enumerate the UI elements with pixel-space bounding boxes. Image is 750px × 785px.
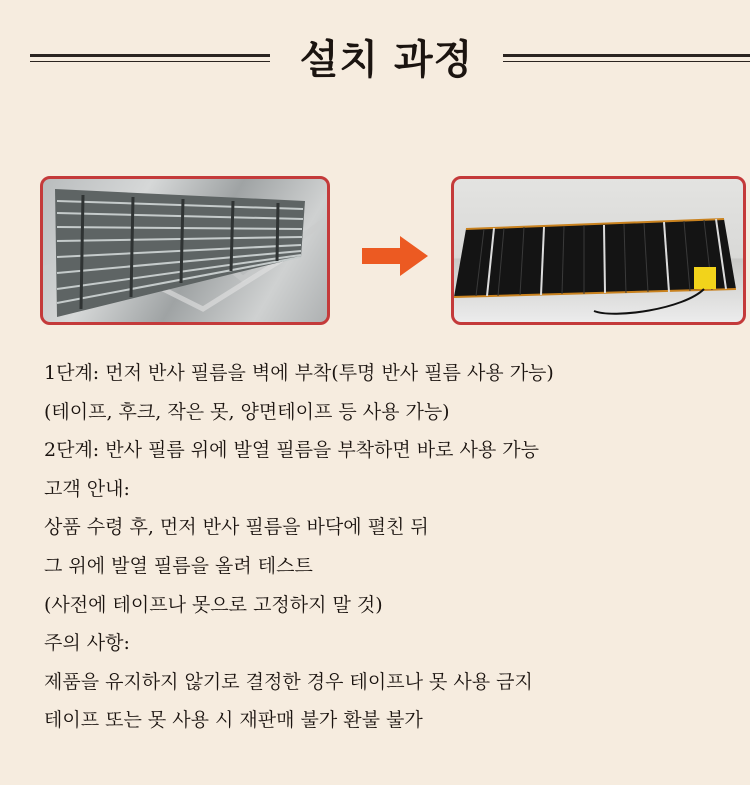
header-rule-right: [503, 52, 750, 66]
reflective-film-on-wall-photo: [40, 176, 330, 325]
heating-film-illustration: [454, 179, 743, 322]
caution-heading: 주의 사항:: [44, 632, 130, 655]
heating-film-installed-photo: [451, 176, 746, 325]
notice-line-3: (사전에 테이프나 못으로 고정하지 말 것): [44, 593, 383, 616]
notice-line-1: 상품 수령 후, 먼저 반사 필름을 바닥에 펼친 뒤: [44, 516, 429, 539]
customer-notice-heading: 고객 안내:: [44, 477, 130, 500]
caution-line-1: 제품을 유지하지 않기로 결정한 경우 테이프나 못 사용 금지: [44, 670, 533, 693]
step1-tools-text: (테이프, 후크, 작은 못, 양면테이프 등 사용 가능): [44, 400, 450, 423]
step2-text: 2단계: 반사 필름 위에 발열 필름을 부착하면 바로 사용 가능: [44, 439, 539, 462]
reflective-film-illustration: [43, 179, 327, 322]
header: [0, 30, 750, 90]
caution-line-2: 테이프 또는 못 사용 시 재판매 불가 환불 불가: [44, 709, 423, 732]
page-title: 설치 과정: [299, 36, 474, 83]
notice-line-2: 그 위에 발열 필름을 올려 테스트: [44, 554, 313, 577]
arrow-right-icon: [362, 236, 428, 276]
step1-text: 1단계: 먼저 반사 필름을 벽에 부착(투명 반사 필름 사용 가능): [44, 362, 554, 384]
instruction-text: [44, 354, 744, 740]
header-rule-left: [30, 52, 270, 66]
